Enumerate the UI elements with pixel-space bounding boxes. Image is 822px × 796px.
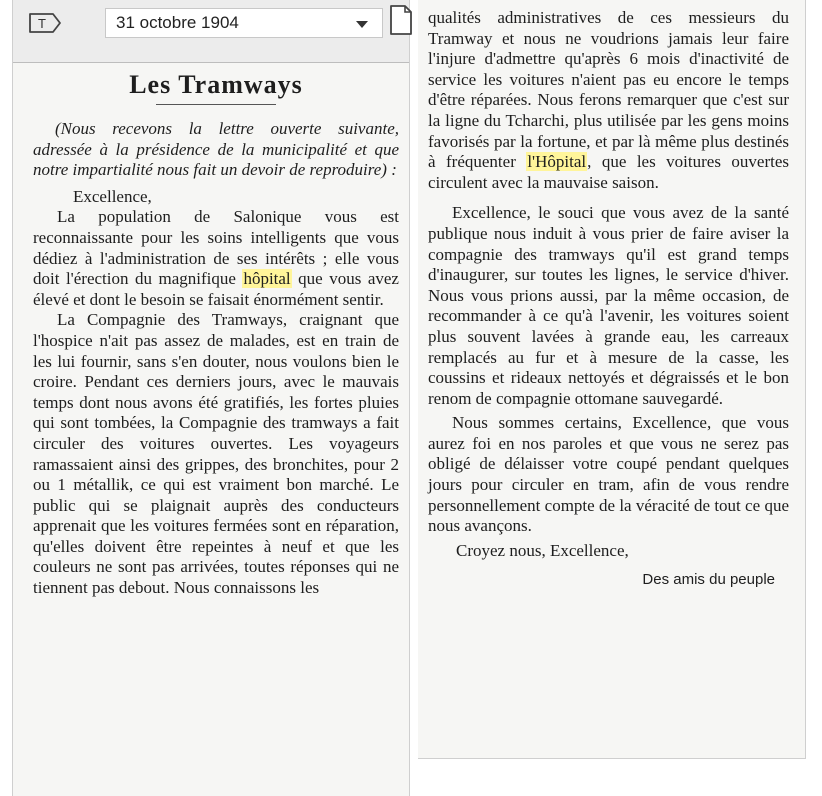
text-mode-button[interactable]	[27, 10, 63, 36]
paragraph-1	[33, 207, 399, 310]
document-icon[interactable]	[388, 4, 414, 36]
chevron-down-icon	[356, 21, 368, 28]
paragraph-3	[428, 8, 789, 193]
text-mode-glyph: T	[38, 16, 46, 31]
paragraph-2: La Compagnie des Tramways, craignant que l'hospice n'ait pas assez de malades, est en train de les lui fournir, sans s'en douter, nous voulons bien le croire. Pendant ces derniers jours, avec le mauvais temps dont nous avons été gratifiés, les fortes pluies qui sont tombées, la Compagnie des tramways a fait circuler des voitures ouvertes. Les voyageurs ramassaient ainsi des grippes, des bronchites, pour 2 ou 1 métallik, ce qui est vraiment bon marché. Le public qui se plaignait auprès des conducteurs apprenait que les voitures fermées sont en réparation, qu'elles doivent être repeintes à neuf et que les couleurs ne sont pas arrivées, toutes réponses qui ne tiennent pas debout. Nous connaissons les	[33, 310, 399, 598]
salutation: Excellence,	[73, 186, 152, 206]
paragraph-3-end: , que les voitures ouvertes circulent avec la mauvaise saison.	[428, 152, 790, 192]
article-column-2	[418, 8, 805, 588]
date-select[interactable]	[105, 8, 383, 38]
highlighted-term: hôpital	[243, 269, 291, 289]
article-headline: Les Tramways	[129, 70, 303, 99]
paragraph-3-start: qualités administratives de ces messieurs du Tramway et nous ne voudrions jamais leur faire l'injure d'admettre qu'après 6 mois d'inactivité de service les voitures n'aient pas eu encore le temps d'être réparées. Nous ferons remarquer que c'est sur la ligne du Tcharchi, plus utilisée par les gens moins favorisés par la fortune, et par là même plus destinés à fréquenter	[428, 8, 789, 172]
closing-line: Croyez nous, Excellence,	[456, 540, 629, 560]
paragraph-1-end: que vous avez élevé et dont le besoin se faisait énormément sentir.	[33, 269, 399, 309]
headline-rule	[156, 104, 276, 105]
highlighted-term-hopital: l'Hôpital	[527, 152, 587, 172]
article-intro: (Nous recevons la lettre ouverte suivante, adressée à la présidence de la municipalité et que notre impartialité nous fait un devoir de reproduire) :	[33, 119, 399, 180]
paragraph-4: Excellence, le souci que vous avez de la santé publique nous induit à vous prier de faire aviser la compagnie des tramways qu'il est grand temps d'inaugurer, sur toutes les lignes, le service d'hiver. Nous vous prions aussi, par la même occasion, de recommander à ce qu'à l'avenir, les voitures soient plus souvent lavées à grande eau, les carreaux remplacés au fur et à mesure de la casse, les coussins et rideaux nettoyés et dégraissés et le bon renom de compagnie ottomane sauvegardé.	[428, 203, 789, 408]
left-page-panel	[12, 0, 410, 796]
date-select-value: 31 octobre 1904	[116, 13, 239, 32]
paragraph-5: Nous sommes certains, Excellence, que vous aurez foi en nos paroles et que vous ne serez pas obligé de délaisser votre coupé pendant quelques jours pour circuler en tram, afin de vous rendre personnellement compte de la véracité de tout ce que nous avançons.	[428, 413, 789, 536]
text-mode-icon	[27, 10, 63, 36]
paragraph-1-start: La population de Salonique vous est reconnaissante pour les soins intelligents que vous dédiez à l'administration de ses intérêts ; elle vous doit l'érection du magnifique	[33, 207, 399, 289]
article-column-1	[13, 62, 409, 599]
signature: Des amis du peuple	[642, 571, 775, 589]
viewer-toolbar	[13, 0, 409, 63]
right-page-panel	[418, 0, 806, 759]
